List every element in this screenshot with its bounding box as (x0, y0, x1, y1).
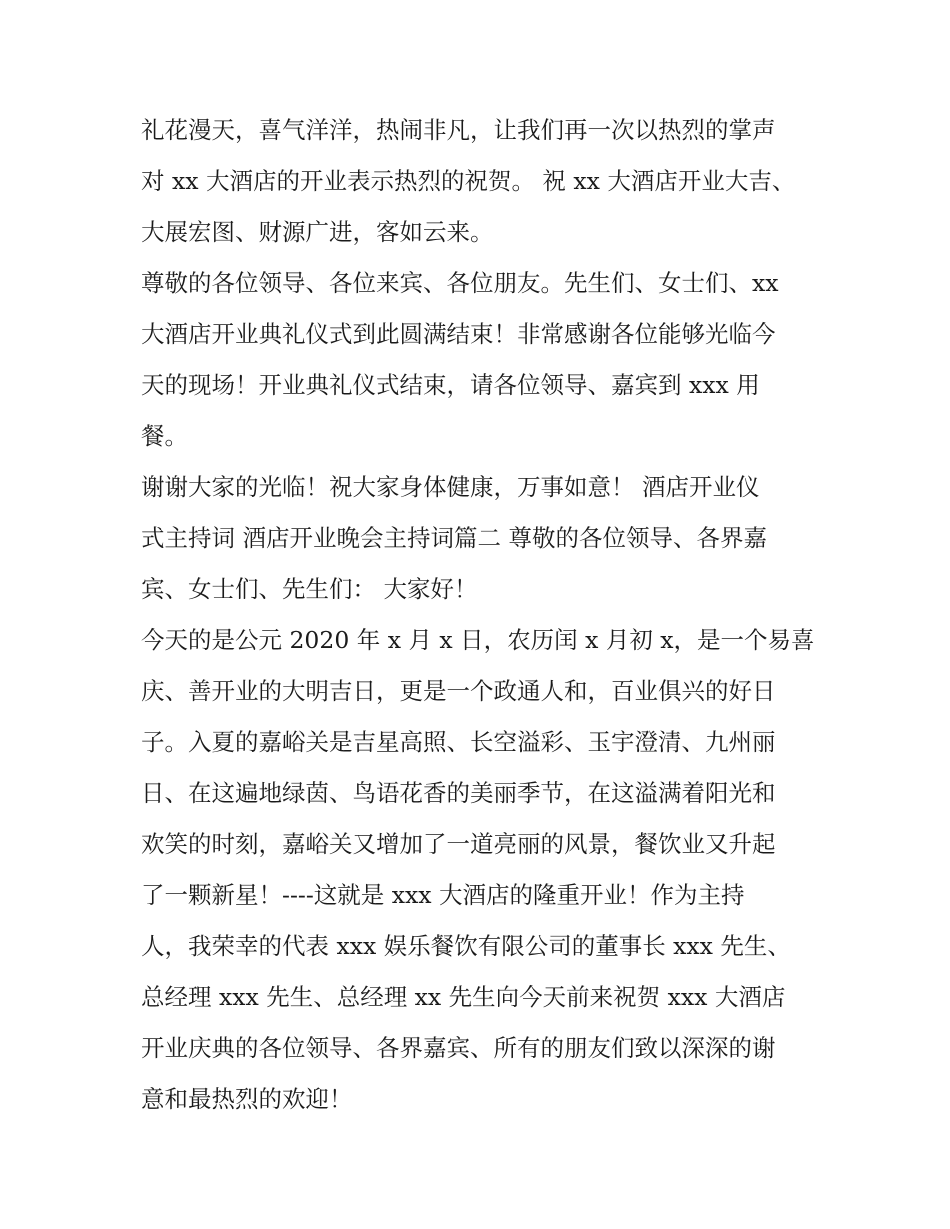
text-line: 开业庆典的各位领导、各界嘉宾、所有的朋友们致以深深的谢 (141, 1034, 776, 1062)
text-line: 大展宏图、财源广进，客如云来。 (141, 218, 494, 246)
text-line: 子。入夏的嘉峪关是吉星高照、长空溢彩、玉宇澄清、九州丽 (141, 728, 776, 756)
text-line: 礼花漫天，喜气洋洋，热闹非凡，让我们再一次以热烈的掌声 (141, 116, 776, 144)
text-line: 总经理 xxx 先生、总经理 xx 先生向今天前来祝贺 xxx 大酒店 (141, 983, 786, 1011)
text-line: 大酒店开业典礼仪式到此圆满结束！非常感谢各位能够光临今 (141, 320, 776, 348)
text-line: 对 xx 大酒店的开业表示热烈的祝贺。 祝 xx 大酒店开业大吉、 (141, 167, 796, 195)
text-line: 人，我荣幸的代表 xxx 娱乐餐饮有限公司的董事长 xxx 先生、 (141, 932, 791, 960)
text-line: 式主持词 酒店开业晚会主持词篇二 尊敬的各位领导、各界嘉 (141, 524, 767, 552)
text-line: 庆、善开业的大明吉日，更是一个政通人和，百业俱兴的好日 (141, 677, 776, 705)
text-line: 餐。 (141, 422, 188, 450)
text-line: 宾、女士们、先生们： 大家好！ (141, 575, 478, 603)
text-line: 日、在这遍地绿茵、鸟语花香的美丽季节，在这溢满着阳光和 (141, 779, 776, 807)
text-line: 天的现场！开业典礼仪式结束，请各位领导、嘉宾到 xxx 用 (141, 371, 760, 399)
text-line: 了一颗新星！----这就是 xxx 大酒店的隆重开业！作为主持 (141, 881, 745, 909)
document-body (141, 105, 821, 1125)
text-line: 谢谢大家的光临！祝大家身体健康，万事如意！ 酒店开业仪 (141, 473, 760, 501)
text-line: 今天的是公元 2020 年 x 月 x 日，农历闰 x 月初 x，是一个易喜 (141, 626, 815, 654)
text-line: 尊敬的各位领导、各位来宾、各位朋友。先生们、女士们、xx (141, 269, 779, 297)
text-line: 欢笑的时刻，嘉峪关又增加了一道亮丽的风景，餐饮业又升起 (141, 830, 776, 858)
text-line: 意和最热烈的欢迎！ (141, 1085, 353, 1113)
